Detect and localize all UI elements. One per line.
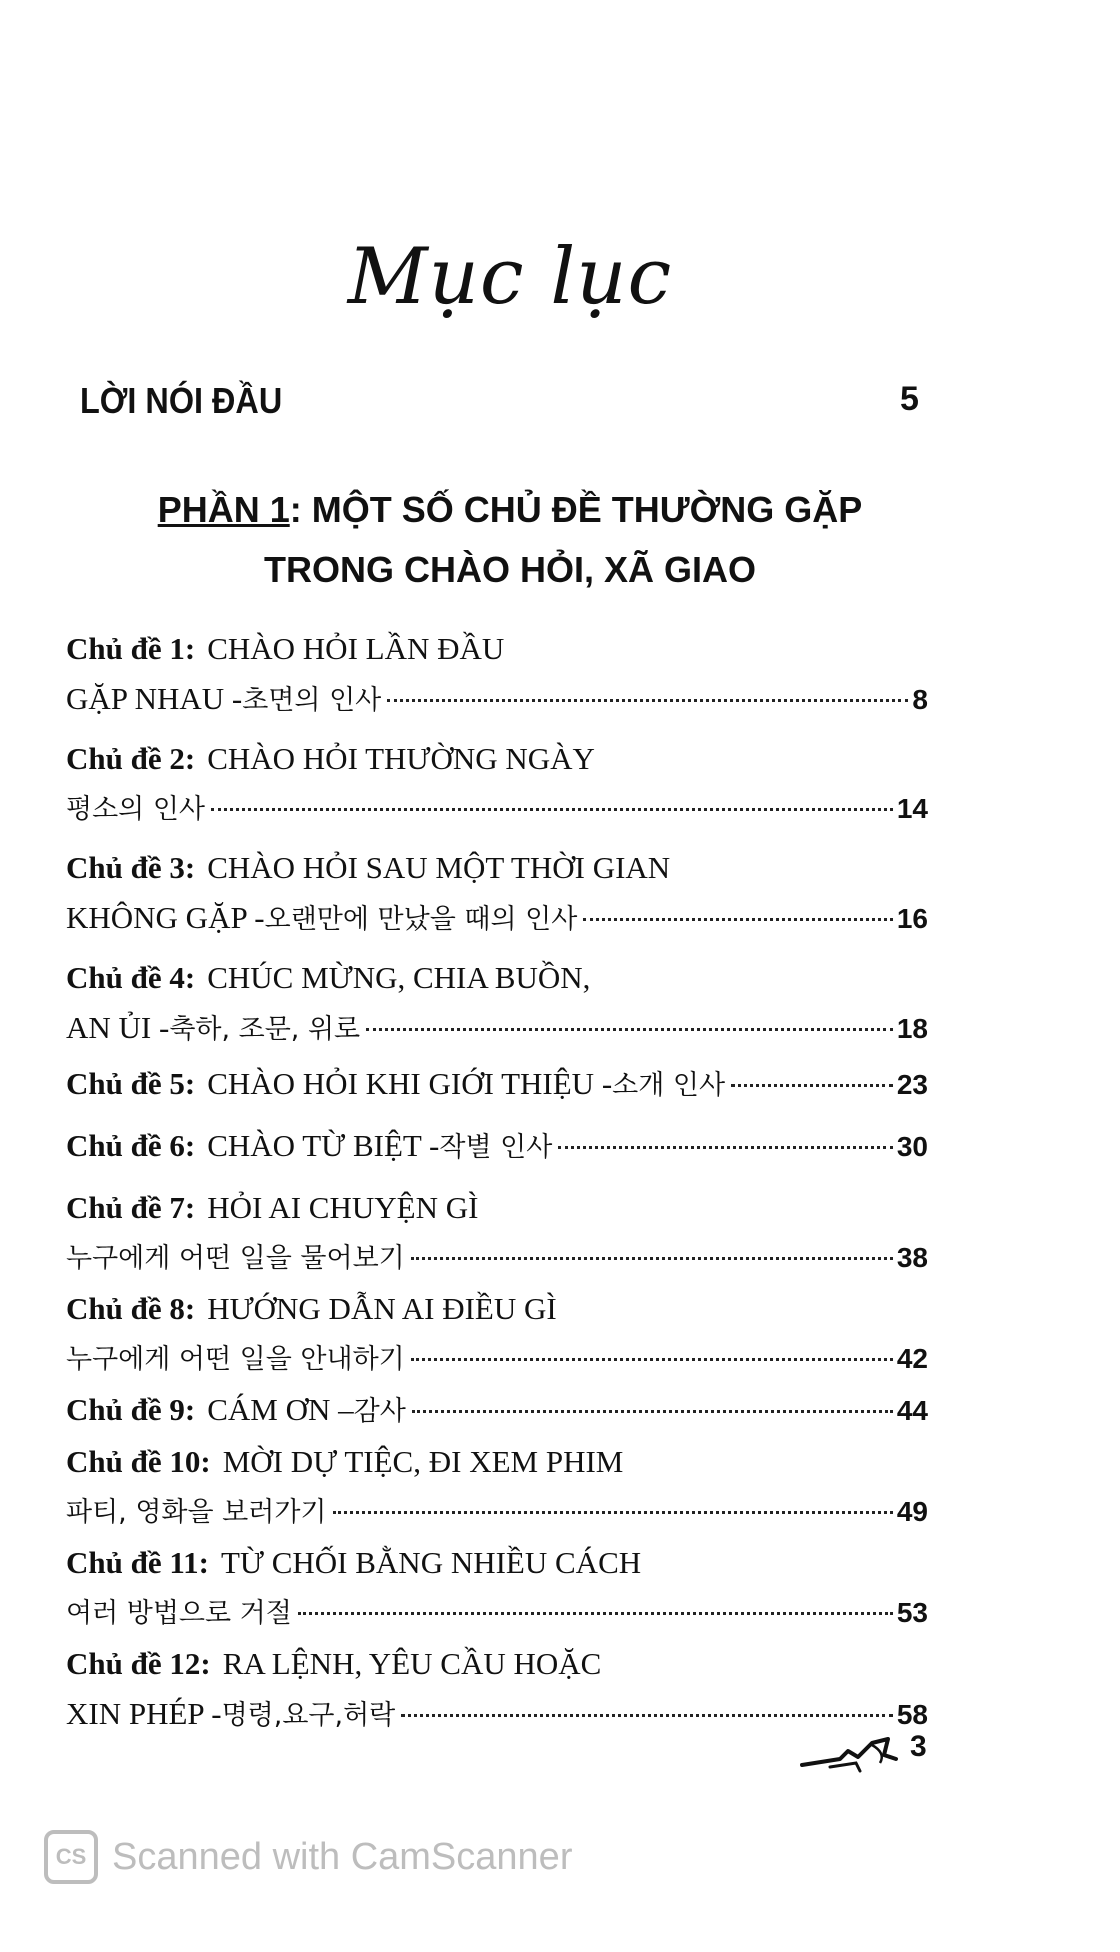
part-title-line1: : MỘT SỐ CHỦ ĐỀ THƯỜNG GẶP xyxy=(289,489,863,530)
toc-entry-9[interactable] xyxy=(66,1385,928,1437)
topic-label: Chủ đề 6: xyxy=(66,1128,196,1163)
toc-entry-5[interactable] xyxy=(66,1059,928,1111)
toc-entry-title-line xyxy=(66,1538,928,1588)
page-number: 30 xyxy=(896,1131,928,1162)
topic-title: CHÀO HỎI KHI GIỚI THIỆU - xyxy=(207,1066,613,1101)
dot-leader xyxy=(387,699,908,702)
topic-title: HỎI AI CHUYỆN GÌ xyxy=(207,1190,479,1225)
table-of-contents xyxy=(66,624,928,1741)
toc-entry-page-line xyxy=(66,1233,928,1284)
dot-leader xyxy=(366,1028,893,1031)
toc-entry-3[interactable] xyxy=(66,843,928,945)
page-number: 38 xyxy=(896,1242,928,1273)
page-number: 42 xyxy=(896,1343,928,1374)
topic-label: Chủ đề 4: xyxy=(66,960,196,995)
toc-entry-page-line xyxy=(66,784,928,835)
topic-label: Chủ đề 11: xyxy=(66,1545,209,1580)
toc-entry-title-line xyxy=(66,1183,928,1233)
page-title: Mục lục xyxy=(347,232,673,322)
toc-entry-page-line xyxy=(66,1121,928,1173)
toc-entry-title-line xyxy=(66,843,928,893)
toc-entry-page-line xyxy=(66,1059,928,1111)
dot-leader xyxy=(411,1358,893,1361)
korean-title: 누구에게 어떤 일을 물어보기 xyxy=(66,1243,405,1274)
korean-title: 명령,요구,허락 xyxy=(221,1700,396,1731)
dot-leader xyxy=(401,1714,893,1717)
korean-title: 감사 xyxy=(353,1396,406,1427)
toc-entry-page-line xyxy=(66,1689,928,1741)
page-number: 44 xyxy=(896,1395,928,1426)
part-label: PHẦN 1 xyxy=(157,489,290,530)
topic-label: Chủ đề 10: xyxy=(66,1444,211,1479)
korean-title: 여러 방법으로 거절 xyxy=(66,1598,292,1629)
page-number: 18 xyxy=(896,1013,928,1044)
toc-entry-title-line xyxy=(66,734,928,784)
toc-entry-page-line xyxy=(66,1334,928,1385)
toc-entry-page-line xyxy=(66,1003,928,1055)
topic-label: Chủ đề 9: xyxy=(66,1392,196,1427)
toc-entry-7[interactable] xyxy=(66,1183,928,1284)
topic-label: Chủ đề 7: xyxy=(66,1190,196,1225)
page-number: 58 xyxy=(896,1699,928,1730)
topic-title: MỜI DỰ TIỆC, ĐI XEM PHIM xyxy=(222,1444,624,1479)
toc-entry-page-line xyxy=(66,1487,928,1538)
toc-entry-page-line xyxy=(66,1385,928,1437)
topic-title: CHÀO HỎI THƯỜNG NGÀY xyxy=(207,741,595,776)
dot-leader xyxy=(412,1410,893,1413)
topic-title: TỪ CHỐI BẰNG NHIỀU CÁCH xyxy=(220,1545,642,1580)
footer-ornament-icon xyxy=(800,1735,910,1775)
page-number: 53 xyxy=(896,1597,928,1628)
page-number: 14 xyxy=(896,793,928,824)
toc-entry-title-line xyxy=(66,1639,928,1689)
toc-entry-6[interactable] xyxy=(66,1121,928,1173)
part-heading-line1 xyxy=(0,480,1020,540)
topic-label: Chủ đề 1: xyxy=(66,631,196,666)
toc-entry-1[interactable] xyxy=(66,624,928,726)
korean-title: 축하, 조문, 위로 xyxy=(169,1014,361,1045)
topic-title: RA LỆNH, YÊU CẦU HOẶC xyxy=(222,1646,602,1681)
toc-entry-10[interactable] xyxy=(66,1437,928,1538)
footer-page-number: 3 xyxy=(910,1730,927,1763)
toc-entry-4[interactable] xyxy=(66,953,928,1055)
dot-leader xyxy=(583,918,893,921)
dot-leader xyxy=(298,1612,893,1615)
toc-entry-12[interactable] xyxy=(66,1639,928,1741)
toc-entry-page-line xyxy=(66,893,928,945)
dot-leader xyxy=(411,1257,893,1260)
topic-subtitle: XIN PHÉP - xyxy=(66,1696,222,1731)
topic-title: HƯỚNG DẪN AI ĐIỀU GÌ xyxy=(207,1291,557,1326)
toc-entry-title-line xyxy=(66,1437,928,1487)
korean-title: 작별 인사 xyxy=(439,1132,553,1163)
dot-leader xyxy=(211,808,893,811)
watermark-text: Scanned with CamScanner xyxy=(112,1835,573,1878)
dot-leader xyxy=(731,1084,893,1087)
toc-entry-title-line xyxy=(66,953,928,1003)
dot-leader xyxy=(558,1146,893,1149)
part-heading xyxy=(0,480,1020,600)
page-number: 8 xyxy=(912,684,928,715)
topic-label: Chủ đề 12: xyxy=(66,1646,211,1681)
topic-title: CHÀO HỎI LẦN ĐẦU xyxy=(207,631,505,666)
toc-entry-title-line xyxy=(66,1284,928,1334)
topic-label: Chủ đề 2: xyxy=(66,741,196,776)
topic-title: CHÚC MỪNG, CHIA BUỒN, xyxy=(207,960,591,995)
camscanner-logo-icon: CS xyxy=(44,1830,98,1884)
part-title-line2: TRONG CHÀO HỎI, XÃ GIAO xyxy=(263,549,756,590)
topic-subtitle: GẶP NHAU - xyxy=(66,681,243,716)
page-number: 23 xyxy=(896,1069,928,1100)
topic-label: Chủ đề 5: xyxy=(66,1066,196,1101)
korean-title: 파티, 영화을 보러가기 xyxy=(66,1497,327,1528)
korean-title: 평소의 인사 xyxy=(66,794,205,825)
korean-title: 오랜만에 만났을 때의 인사 xyxy=(264,904,578,935)
toc-entry-page-line xyxy=(66,1588,928,1639)
korean-title: 초면의 인사 xyxy=(242,685,382,716)
page-number: 16 xyxy=(896,903,928,934)
korean-title: 소개 인사 xyxy=(612,1070,726,1101)
camscanner-watermark xyxy=(44,1830,572,1884)
toc-entry-8[interactable] xyxy=(66,1284,928,1385)
toc-entry-page-line xyxy=(66,674,928,726)
topic-title: CÁM ƠN – xyxy=(207,1392,354,1427)
topic-title: CHÀO TỪ BIỆT - xyxy=(207,1128,440,1163)
topic-title: CHÀO HỎI SAU MỘT THỜI GIAN xyxy=(207,850,671,885)
page-number: 49 xyxy=(896,1496,928,1527)
topic-subtitle: AN ỦI - xyxy=(66,1010,170,1045)
dot-leader xyxy=(333,1511,893,1514)
topic-subtitle: KHÔNG GẶP - xyxy=(66,900,265,935)
topic-label: Chủ đề 8: xyxy=(66,1291,196,1326)
preface-label: LỜI NÓI ĐẦU xyxy=(80,380,283,421)
toc-entry-11[interactable] xyxy=(66,1538,928,1639)
toc-entry-2[interactable] xyxy=(66,734,928,835)
korean-title: 누구에게 어떤 일을 안내하기 xyxy=(66,1344,405,1375)
preface-page-number: 5 xyxy=(900,380,919,418)
topic-label: Chủ đề 3: xyxy=(66,850,196,885)
toc-entry-title-line xyxy=(66,624,928,674)
